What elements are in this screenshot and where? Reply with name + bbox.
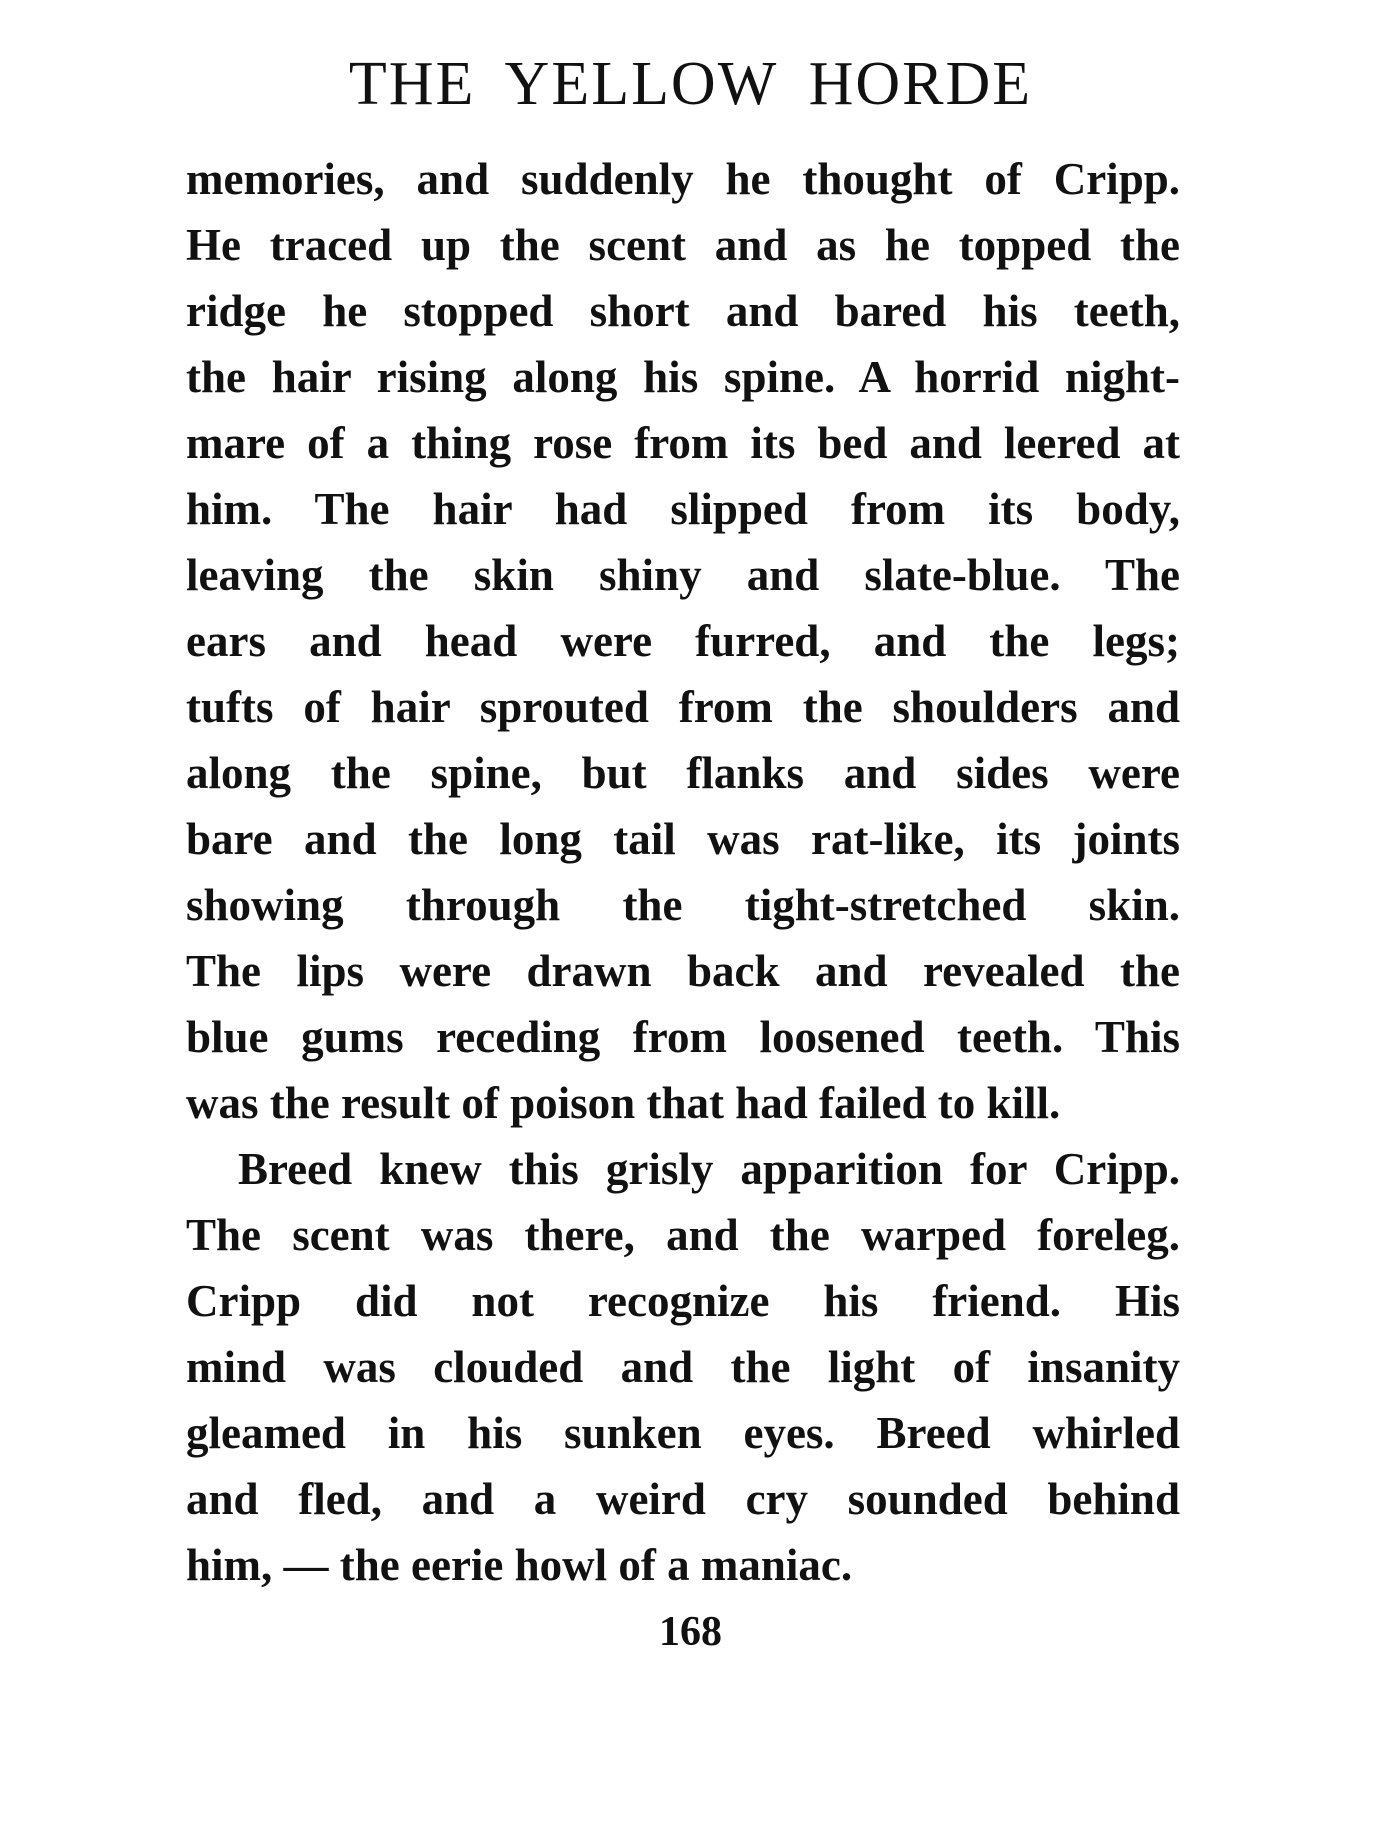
text-line: tufts of hair sprouted from the shoulders and xyxy=(186,682,1180,732)
text-line: and fled, and a weird cry sounded behind xyxy=(186,1474,1180,1524)
text-line: Cripp did not recognize his friend. His xyxy=(186,1276,1180,1326)
text-line: him, — the eerie howl of a maniac. xyxy=(186,1540,853,1590)
body-text xyxy=(186,146,1180,1598)
text-line: memories, and suddenly he thought of Cripp. xyxy=(186,154,1180,204)
paragraph-1 xyxy=(186,146,1180,1136)
text-line: The scent was there, and the warped foreleg. xyxy=(186,1210,1180,1260)
text-line: ears and head were furred, and the legs; xyxy=(186,616,1180,666)
text-line: blue gums receding from loosened teeth. This xyxy=(186,1012,1180,1062)
paragraph-2 xyxy=(186,1136,1180,1598)
text-line: The lips were drawn back and revealed the xyxy=(186,946,1180,996)
text-line: mind was clouded and the light of insanity xyxy=(186,1342,1180,1392)
text-line: mare of a thing rose from its bed and leered at xyxy=(186,418,1180,468)
text-line: bare and the long tail was rat-like, its joints xyxy=(186,814,1180,864)
page-number: 168 xyxy=(659,1609,722,1655)
text-line: was the result of poison that had failed to kill. xyxy=(186,1078,1061,1128)
running-head: THE YELLOW HORDE xyxy=(348,50,1033,118)
text-line: along the spine, but flanks and sides were xyxy=(186,748,1180,798)
text-line: gleamed in his sunken eyes. Breed whirled xyxy=(186,1408,1180,1458)
text-line: ridge he stopped short and bared his teeth, xyxy=(186,286,1180,336)
text-line: the hair rising along his spine. A horrid night- xyxy=(186,352,1180,402)
text-line: leaving the skin shiny and slate-blue. The xyxy=(186,550,1180,600)
text-line: Breed knew this grisly apparition for Cripp. xyxy=(238,1144,1180,1194)
text-line: showing through the tight-stretched skin. xyxy=(186,880,1180,930)
text-line: him. The hair had slipped from its body, xyxy=(186,484,1180,534)
text-line: He traced up the scent and as he topped the xyxy=(186,220,1180,270)
